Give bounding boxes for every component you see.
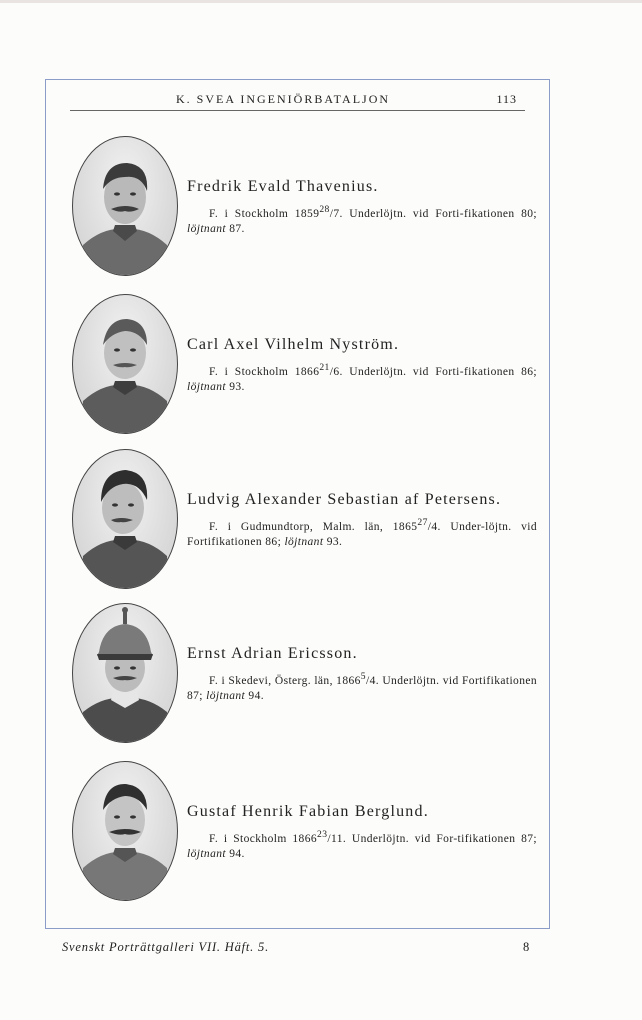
page-footer [62, 940, 532, 960]
biography-text: F. i Stockholm 1859$^{28}$/7. Underlöjtn. vid Forti-fikationen 80; löjtnant 87. [187, 204, 537, 235]
biography-text: F. i Stockholm 1866$^{21}$/6. Underlöjtn. vid Forti-fikationen 86; löjtnant 93. [187, 362, 537, 393]
person-name: Ernst Adrian Ericsson. [187, 645, 358, 662]
portrait-photo [72, 603, 178, 743]
portrait-photo [72, 294, 178, 434]
portrait-photo [72, 136, 178, 276]
biography-text: F. i Skedevi, Österg. län, 1866$^5$/4. Underlöjtn. vid Fortifikationen 87; löjtnant 94. [187, 671, 537, 702]
biography-text: F. i Gudmundtorp, Malm. län, 1865$^{27}$/4. Under-löjtn. vid Fortifikationen 86; löjtnant 93. [187, 517, 537, 548]
sheet-number: 8 [522, 940, 530, 954]
portrait-photo [72, 449, 178, 589]
biography-text: F. i Stockholm 1866$^{23}$/11. Underlöjtn. vid For-tifikationen 87; löjtnant 94. [187, 829, 537, 860]
person-name: Gustaf Henrik Fabian Berglund. [187, 803, 429, 820]
page-number: 113 [496, 92, 517, 106]
series-title: Svenskt Porträttgalleri VII. Häft. 5. [62, 940, 270, 954]
person-name: Carl Axel Vilhelm Nyström. [187, 336, 400, 353]
page-edge [0, 0, 642, 3]
running-header [70, 92, 525, 111]
header-title: K. SVEA INGENIÖRBATALJON [176, 92, 391, 106]
person-name: Fredrik Evald Thavenius. [187, 178, 379, 195]
person-name: Ludvig Alexander Sebastian af Petersens. [187, 491, 502, 508]
portrait-photo [72, 761, 178, 901]
